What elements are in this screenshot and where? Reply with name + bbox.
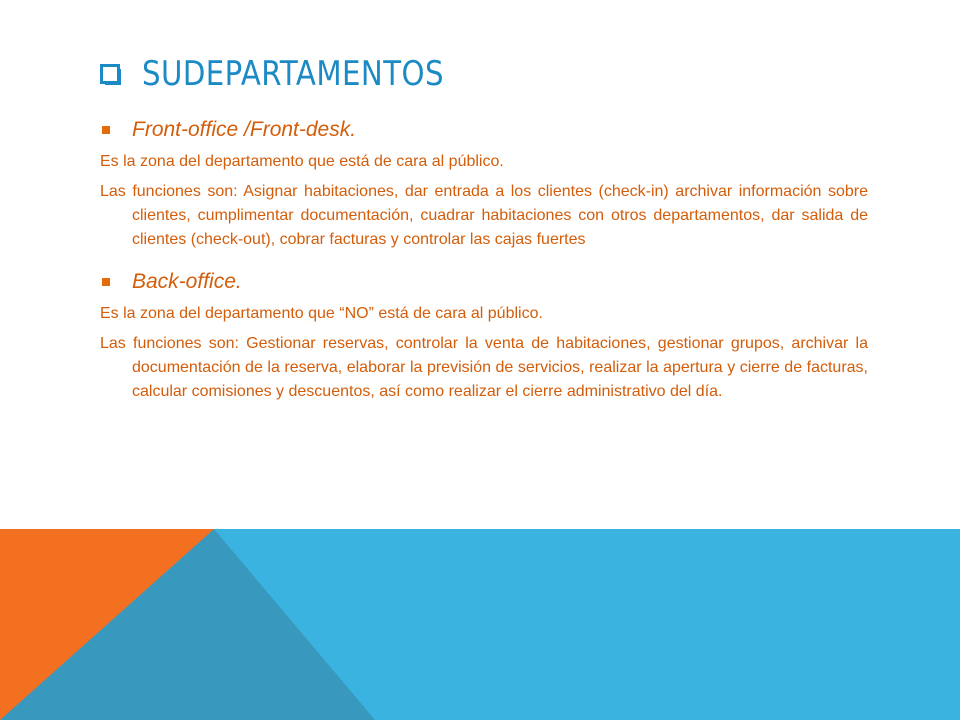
square-bullet-icon — [102, 126, 110, 134]
section-heading-text: Back-office. — [132, 270, 242, 293]
title-text: SUDEPARTAMENTOS — [142, 54, 444, 94]
slide-content — [100, 118, 868, 410]
section-heading-back-office — [100, 270, 868, 294]
section-intro: Es la zona del departamento que está de cara al público. — [100, 153, 504, 170]
checkbox-icon — [100, 64, 120, 84]
decorative-footer-band — [0, 529, 960, 720]
section-heading-front-office — [100, 118, 868, 142]
section-body: Las funciones son: Gestionar reservas, controlar la venta de habitaciones, gestionar grupos, archivar la documentación de la reserva, elaborar la previsión de servicios, realizar la apertura y cierre de facturas, calcular comisiones y descuentos, así como realizar el cierre administrativo del día. — [100, 335, 868, 400]
section-heading-text: Front-office /Front-desk. — [132, 118, 357, 141]
slide-title — [100, 50, 493, 98]
square-bullet-icon — [102, 278, 110, 286]
section-intro: Es la zona del departamento que “NO” está de cara al público. — [100, 305, 543, 322]
section-body: Las funciones son: Asignar habitaciones, dar entrada a los clientes (check-in) archivar información sobre clientes, cumplimentar documentación, cuadrar habitaciones con otros departamentos, dar salida de clientes (check-out), cobrar facturas y controlar las cajas fuertes — [100, 183, 868, 248]
